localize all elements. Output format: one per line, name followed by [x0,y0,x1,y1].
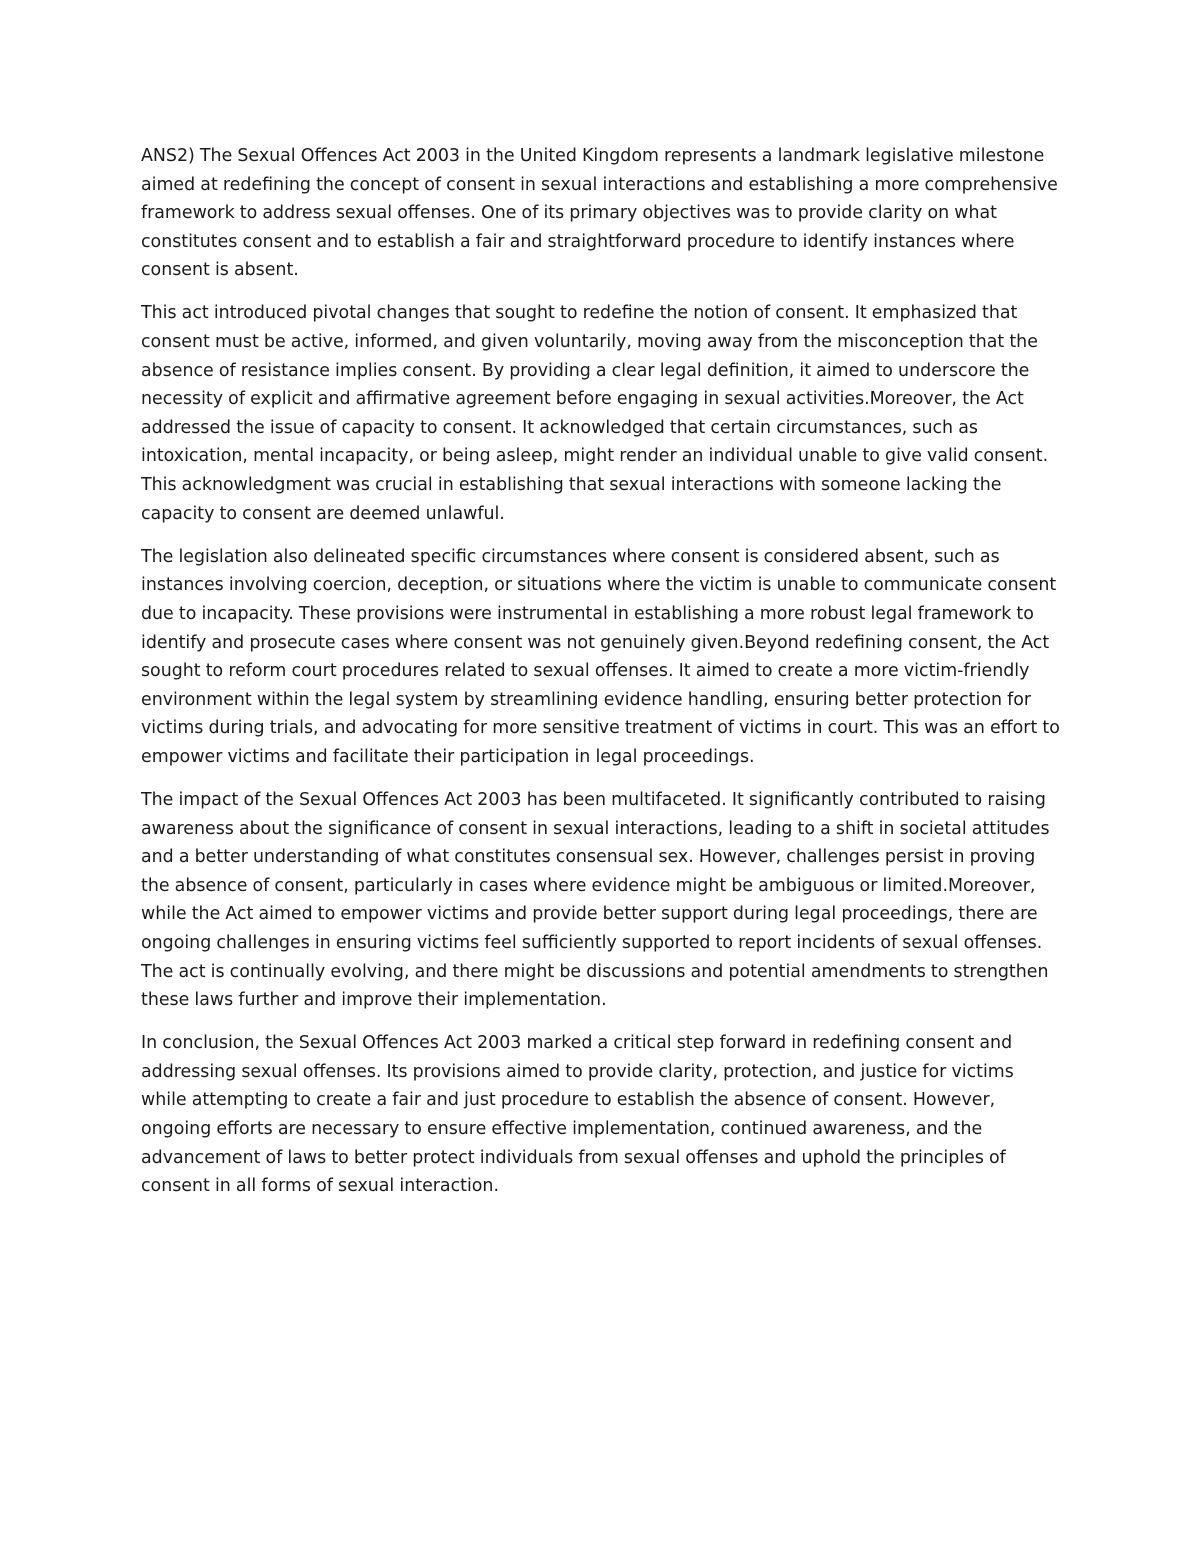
paragraph-4: The impact of the Sexual Offences Act 2003 has been multifaceted. It significantly contributed to raising awareness about the significance of consent in sexual interactions, leading to a shift in societal attitudes and a better understanding of what constitutes consensual sex. However, challenges persist in proving the absence of consent, particularly in cases where evidence might be ambiguous or limited.Moreover, while the Act aimed to empower victims and provide better support during legal proceedings, there are ongoing challenges in ensuring victims feel sufficiently supported to report incidents of sexual offenses. The act is continually evolving, and there might be discussions and potential amendments to strengthen these laws further and improve their implementation. [141,789,1050,1011]
document-body [141,142,1061,1215]
paragraph-2: This act introduced pivotal changes that sought to redefine the notion of consent. It emphasized that consent must be active, informed, and given voluntarily, moving away from the misconception that the absence of resistance implies consent. By providing a clear legal definition, it aimed to underscore the necessity of explicit and affirmative agreement before engaging in sexual activities.Moreover, the Act addressed the issue of capacity to consent. It acknowledged that certain circumstances, such as intoxication, mental incapacity, or being asleep, might render an individual unable to give valid consent. This acknowledgment was crucial in establishing that sexual interactions with someone lacking the capacity to consent are deemed unlawful. [141,303,1049,524]
paragraph-1: ANS2) The Sexual Offences Act 2003 in the United Kingdom represents a landmark legislative milestone aimed at redefining the concept of consent in sexual interactions and establishing a more comprehensive framework to address sexual offenses. One of its primary objectives was to provide clarity on what constitutes consent and to establish a fair and straightforward procedure to identify instances where consent is absent. [141,146,1058,281]
paragraph-3: The legislation also delineated specific circumstances where consent is considered absent, such as instances involving coercion, deception, or situations where the victim is unable to communicate consent due to incapacity. These provisions were instrumental in establishing a more robust legal framework to identify and prosecute cases where consent was not genuinely given.Beyond redefining consent, the Act sought to reform court procedures related to sexual offenses. It aimed to create a more victim-friendly environment within the legal system by streamlining evidence handling, ensuring better protection for victims during trials, and advocating for more sensitive treatment of victims in court. This was an effort to empower victims and facilitate their participation in legal proceedings. [141,546,1060,767]
paragraph-5: In conclusion, the Sexual Offences Act 2003 marked a critical step forward in redefining consent and addressing sexual offenses. Its provisions aimed to provide clarity, protection, and justice for victims while attempting to create a fair and just procedure to establish the absence of consent. However, ongoing efforts are necessary to ensure effective implementation, continued awareness, and the advancement of laws to better protect individuals from sexual offenses and uphold the principles of consent in all forms of sexual interaction. [141,1033,1014,1197]
